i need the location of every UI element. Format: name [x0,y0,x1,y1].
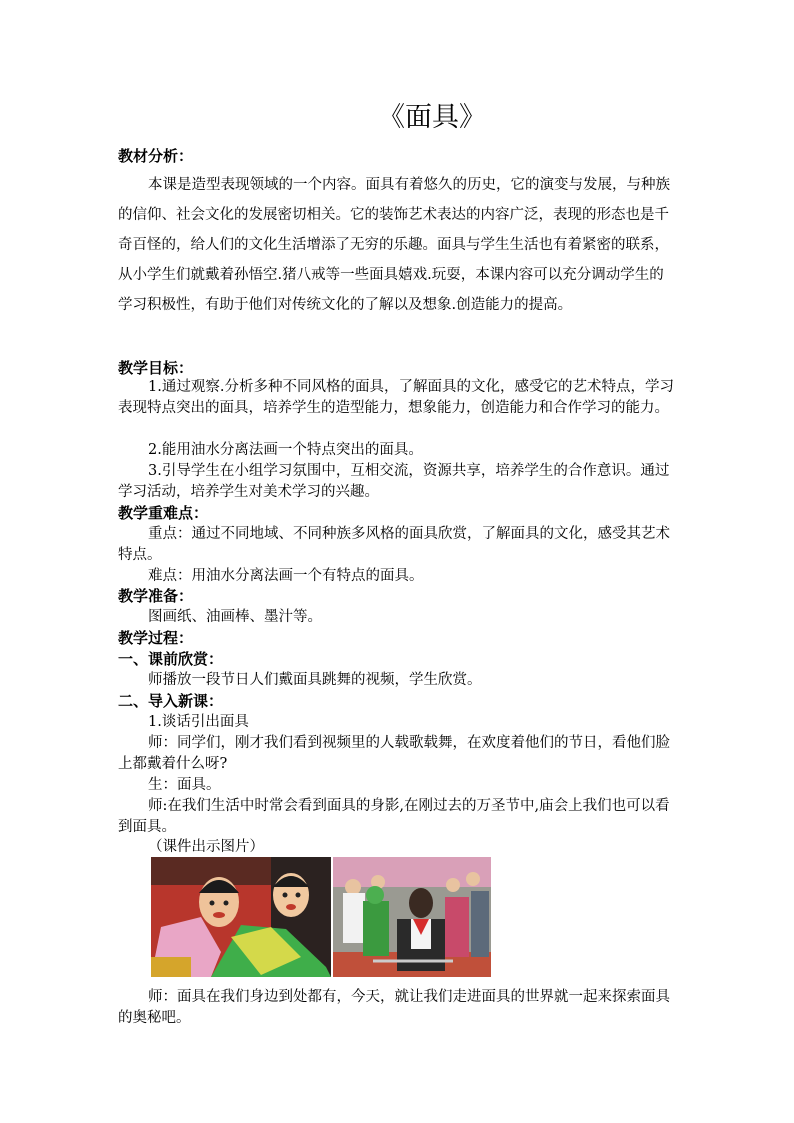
paragraph-step-2-sub: 1.谈话引出面具 [148,714,249,730]
page-title: 《面具》 [378,102,486,133]
paragraph-closing: 师：面具在我们身边到处都有，今天，就让我们走进面具的世界就一起来探索面具的奥秘吧。 [118,989,670,1026]
heading-analysis: 教材分析： [118,147,194,165]
heading-prep: 教学准备： [118,587,194,605]
paragraph-analysis: 本课是造型表现领域的一个内容。面具有着悠久的历史，它的演变与发展，与种族的信仰、社会文化的发展密切相关。它的装饰艺术表达的内容广泛，表现的形态也是千奇百怪的，给人们的文化生活增添了无穷的乐趣。面具与学生生活也有着紧密的联系，从小学生们就戴着孙悟空.猪八戒等一些面具嬉戏.玩耍，本课内容可以充分调动学生的学习积极性，有助于他们对传统文化的了解以及想象.创造能力的提高。 [118,177,670,313]
paragraph-goal-2: 2.能用油水分离法画一个特点突出的面具。 [148,442,423,458]
heading-process: 教学过程： [118,629,194,647]
mask-photos [151,857,491,977]
photo-festival-masks [151,857,331,977]
heading-step-2: 二、导入新课： [118,692,224,710]
paragraph-dialog-3: 师:在我们生活中时常会看到面具的身影,在刚过去的万圣节中,庙会上我们也可以看到面具。 [118,798,670,835]
heading-goals: 教学目标： [118,359,194,377]
paragraph-dialog-1: 师：同学们，刚才我们看到视频里的人载歌载舞，在欢度着他们的节日，看他们脸上都戴着什么呀? [118,735,670,772]
paragraph-step-1: 师播放一段节日人们戴面具跳舞的视频，学生欣赏。 [148,672,482,688]
paragraph-dialog-2: 生：面具。 [148,777,221,793]
heading-keypoints: 教学重难点： [118,504,209,522]
paragraph-courseware: （课件出示图片） [148,839,264,855]
paragraph-goal-3: 3.引导学生在小组学习氛围中，互相交流，资源共享，培养学生的合作意识。通过学习活动，培养学生对美术学习的兴趣。 [118,463,670,500]
paragraph-difficulty: 难点：用油水分离法画一个有特点的面具。 [148,568,424,584]
photo-halloween-parade [333,857,491,977]
paragraph-goal-1: 1.通过观察.分析多种不同风格的面具，了解面具的文化，感受它的艺术特点，学习表现特点突出的面具，培养学生的造型能力，想象能力，创造能力和合作学习的能力。 [118,379,674,416]
paragraph-prep: 图画纸、油画棒、墨汁等。 [148,609,322,625]
paragraph-keypoint: 重点：通过不同地域、不同种族多风格的面具欣赏，了解面具的文化，感受其艺术特点。 [118,526,670,563]
heading-step-1: 一、课前欣赏： [118,650,224,668]
